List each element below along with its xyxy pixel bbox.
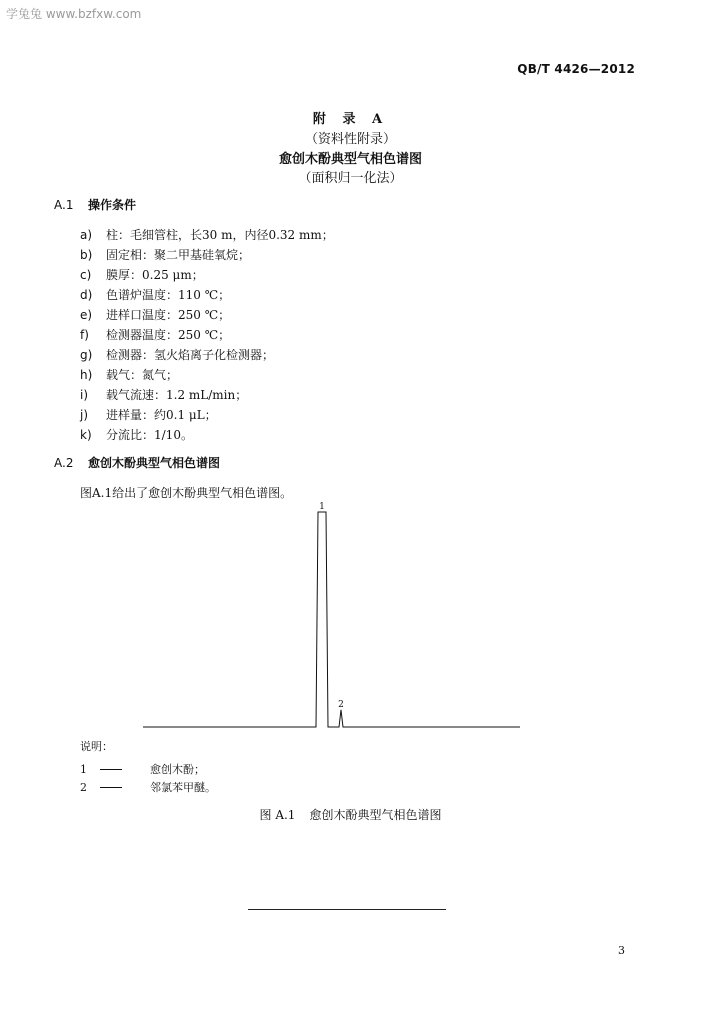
- watermark: 学兔兔 www.bzfxw.com: [6, 7, 142, 21]
- peak-label: 1: [319, 502, 325, 512]
- standard-number: QB/T 4426—2012: [517, 62, 635, 76]
- figure-title: 愈创木酚典型气相色谱图: [309, 808, 442, 822]
- item-key: k): [80, 428, 92, 442]
- item-text: 进样口温度：250 ℃；: [106, 308, 231, 322]
- figure-label: 图 A.1: [259, 808, 296, 822]
- chromatogram-trace: [143, 512, 520, 727]
- appendix-type: （资料性附录）: [304, 132, 396, 147]
- item-key: d): [80, 288, 93, 302]
- section-a1-title: 操作条件: [88, 198, 137, 212]
- item-text: 载气流速：1.2 mL/min；: [106, 388, 248, 402]
- legend-text: 愈创木酚；: [150, 763, 205, 776]
- legend-entry: [80, 779, 216, 795]
- appendix-main-title: 愈创木酚典型气相色谱图: [278, 152, 422, 167]
- item-key: j): [80, 408, 89, 422]
- item-text: 检测器温度：250 ℃；: [106, 328, 231, 342]
- section-a1-number: A.1: [54, 198, 74, 212]
- item-text: 柱：毛细管柱，长30 m，内径0.32 mm；: [106, 228, 334, 242]
- item-text: 载气：氮气；: [106, 368, 179, 382]
- item-key: f): [80, 328, 89, 342]
- item-key: c): [80, 268, 92, 282]
- item-text: 膜厚：0.25 μm；: [106, 268, 204, 282]
- section-a2-number: A.2: [54, 456, 74, 470]
- legend-entry: [80, 761, 205, 777]
- item-text: 检测器：氢火焰离子化检测器；: [106, 348, 275, 362]
- item-key: e): [80, 308, 93, 322]
- figure-caption: [0, 806, 701, 823]
- appendix-subtitle: （面积归一化法）: [298, 171, 403, 186]
- item-text: 固定相：聚二甲基硅氧烷；: [106, 248, 251, 262]
- legend-number: 1: [80, 762, 87, 776]
- legend-dash: [100, 787, 122, 788]
- page-number: 3: [618, 944, 625, 957]
- item-key: b): [80, 248, 93, 262]
- item-key: g): [80, 348, 93, 362]
- legend-dash: [100, 769, 122, 770]
- section-a2-title: 愈创木酚典型气相色谱图: [88, 456, 221, 470]
- item-key: a): [80, 228, 93, 242]
- section-a2-paragraph: 图A.1给出了愈创木酚典型气相色谱图。: [80, 486, 293, 500]
- item-key: i): [80, 388, 89, 402]
- legend-text: 邻氯苯甲醚。: [150, 781, 216, 794]
- appendix-title: 附 录 A: [312, 112, 389, 127]
- item-key: h): [80, 368, 93, 382]
- legend-number: 2: [80, 780, 87, 794]
- legend-title: 说明：: [80, 740, 113, 753]
- footnote-rule: [248, 909, 446, 910]
- peak-label: 2: [338, 699, 344, 710]
- item-text: 分流比：1/10。: [106, 428, 193, 442]
- item-text: 色谱炉温度：110 ℃；: [106, 288, 231, 302]
- item-text: 进样量：约0.1 μL；: [106, 408, 217, 422]
